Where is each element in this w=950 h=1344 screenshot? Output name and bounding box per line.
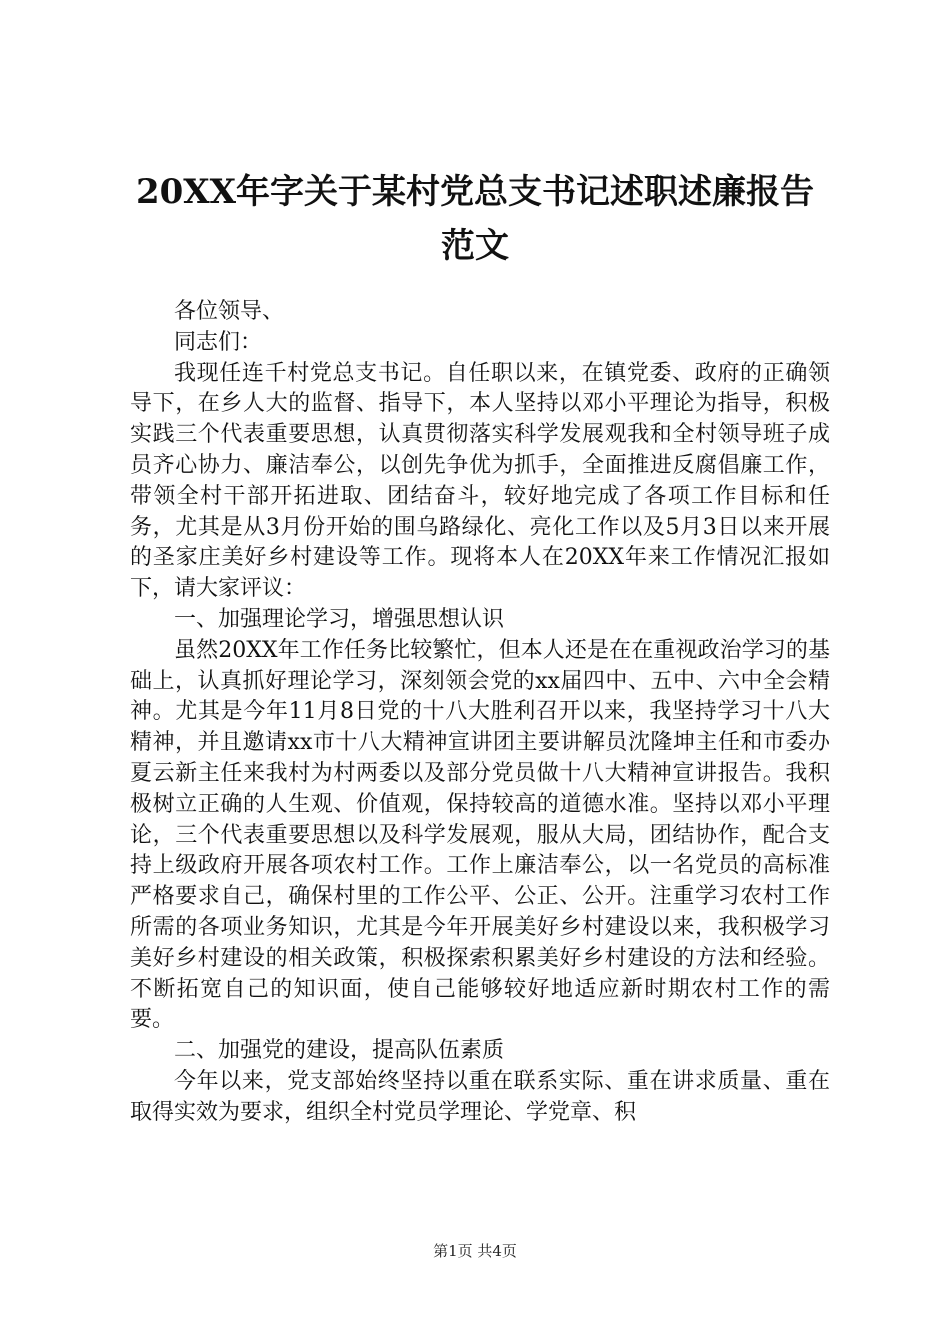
body-paragraph: 虽然20XX年工作任务比较繁忙，但本人还是在在重视政治学习的基础上，认真抓好理论学习，深刻领会党的xx届四中、五中、六中全会精神。尤其是今年11月8日党的十八大胜利召开以来，我坚持学习十八大精神，并且邀请xx市十八大精神宣讲团主要讲解员沈隆坤主任和市委办夏云新主任来我村为村两委以及部分党员做十八大精神宣讲报告。我积极树立正确的人生观、价值观，保持较高的道德水准。坚持以邓小平理论，三个代表重要思想以及科学发展观，服从大局，团结协作，配合支持上级政府开展各项农村工作。工作上廉洁奉公，以一名党员的高标准严格要求自己，确保村里的工作公平、公正、公开。注重学习农村工作所需的各项业务知识，尤其是今年开展美好乡村建设以来，我积极学习美好乡村建设的相关政策，积极探索积累美好乡村建设的方法和经验。不断拓宽自己的知识面，使自己能够较好地适应新时期农村工作的需要。: [130, 637, 830, 1033]
section-heading: 二、加强党的建设，提高队伍素质: [174, 1038, 505, 1064]
section-heading: 一、加强理论学习，增强思想认识: [174, 606, 505, 632]
salutation-line: 各位领导、: [174, 299, 285, 324]
document-title-continued: 范文: [441, 226, 509, 266]
body-paragraph: 我现任连千村党总支书记。自任职以来，在镇党委、政府的正确领导下，在乡人大的监督、指导下，本人坚持以邓小平理论为指导，积极实践三个代表重要思想，认真贯彻落实科学发展观我和全村领导班子成员齐心协力、廉洁奉公，以创先争优为抓手，全面推进反腐倡廉工作，带领全村干部开拓进取、团结奋斗，较好地完成了各项工作目标和任务，尤其是从3月份开始的围乌路绿化、亮化工作以及5月3日以来开展的圣家庄美好乡村建设等工作。现将本人在20XX年来工作情况汇报如下，请大家评议：: [130, 360, 830, 602]
body-paragraph: 今年以来，党支部始终坚持以重在联系实际、重在讲求质量、重在取得实效为要求，组织全村党员学理论、学党章、积: [130, 1068, 830, 1125]
document-title: 20XX年字关于某村党总支书记述职述廉报告: [135, 172, 815, 212]
document-body: [130, 297, 830, 1129]
salutation-line: 同志们：: [174, 329, 263, 355]
page-number-footer: 第1页 共4页: [433, 1242, 517, 1260]
